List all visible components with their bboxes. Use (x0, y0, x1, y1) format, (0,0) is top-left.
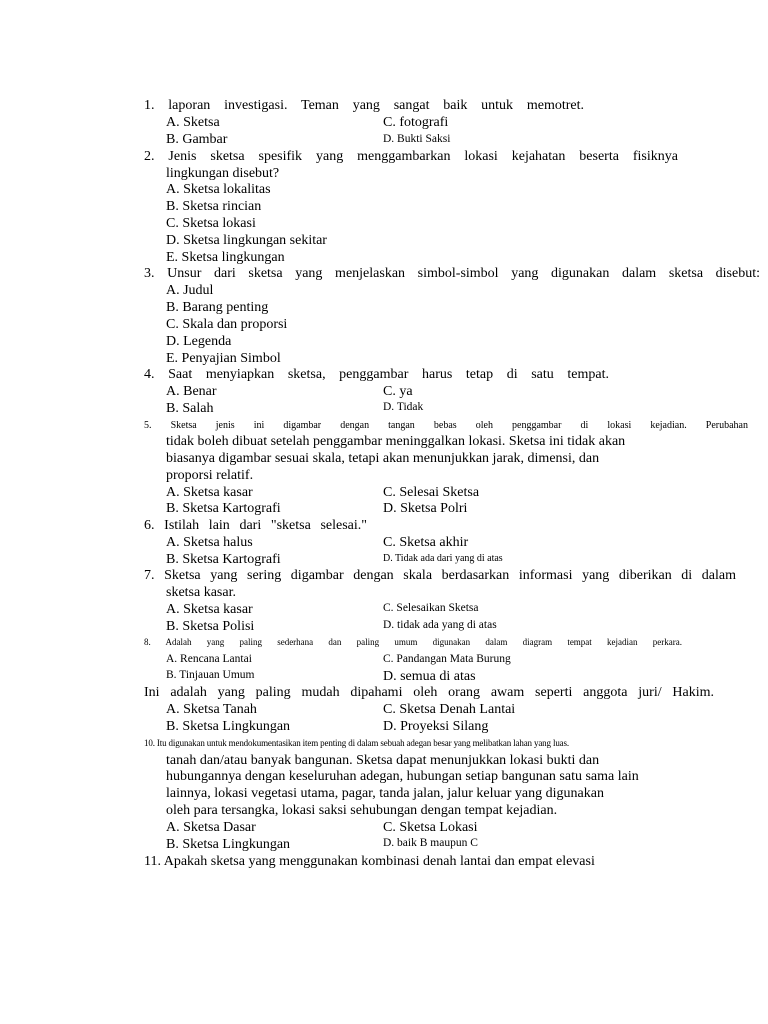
question-9-option-a: A. Sketsa Tanah (166, 702, 257, 717)
question-10-stem-line-5: oleh para tersangka, lokasi saksi sehubungan dengan tempat kejadian. (166, 803, 558, 818)
question-1-option-d: D. Bukti Saksi (383, 133, 451, 145)
question-5-stem-line-2: tidak boleh dibuat setelah penggambar meninggalkan lokasi. Sketsa ini tidak akan (166, 434, 626, 449)
question-10-stem-line-4: lainnya, lokasi vegetasi utama, pagar, tanda jalan, jalur keluar yang digunakan (166, 786, 604, 801)
question-2-stem-line-1: 2. Jenis sketsa spesifik yang menggambarkan lokasi kejahatan beserta fisiknya (144, 149, 678, 164)
question-8-option-b: B. Tinjauan Umum (166, 669, 255, 681)
question-10-option-b: B. Sketsa Lingkungan (166, 837, 291, 852)
question-1-option-a: A. Sketsa (166, 115, 220, 130)
question-6-option-a: A. Sketsa halus (166, 535, 253, 550)
question-9-option-b: B. Sketsa Lingkungan (166, 719, 291, 734)
question-3-option-d: D. Legenda (166, 334, 232, 349)
question-8-option-d: D. semua di atas (383, 669, 476, 684)
question-10-option-a: A. Sketsa Dasar (166, 820, 256, 835)
question-3-option-b: B. Barang penting (166, 300, 269, 315)
question-7-option-d: D. tidak ada yang di atas (383, 619, 497, 631)
question-10-option-c: C. Sketsa Lokasi (383, 820, 478, 835)
question-9-stem: Ini adalah yang paling mudah dipahami oleh orang awam seperti anggota juri/ Hakim. (144, 685, 714, 700)
question-4-option-a: A. Benar (166, 384, 217, 399)
question-2-stem-line-2: lingkungan disebut? (166, 166, 280, 181)
question-7-option-b: B. Sketsa Polisi (166, 619, 255, 634)
question-2-option-b: B. Sketsa rincian (166, 199, 262, 214)
question-9-option-d: D. Proyeksi Silang (383, 719, 489, 734)
question-6-stem: 6. Istilah lain dari "sketsa selesai." (144, 518, 367, 533)
question-10-stem-line-1: 10. Itu digunakan untuk mendokumentasikan item penting di dalam sebuah adegan besar yang melibatkan lahan yang luas. (144, 738, 569, 748)
question-1-option-c: C. fotografi (383, 115, 449, 130)
question-10-option-d: D. baik B maupun C (383, 837, 478, 849)
question-5-stem-line-4: proporsi relatif. (166, 468, 254, 483)
question-2-option-e: E. Sketsa lingkungan (166, 250, 285, 265)
question-5-option-b: B. Sketsa Kartografi (166, 501, 281, 516)
question-3-stem: 3. Unsur dari sketsa yang menjelaskan simbol-simbol yang digunakan dalam sketsa disebut: (144, 266, 760, 281)
question-4-option-b: B. Salah (166, 401, 214, 416)
question-9-option-c: C. Sketsa Denah Lantai (383, 702, 516, 717)
question-2-option-a: A. Sketsa lokalitas (166, 182, 271, 197)
question-8-option-a: A. Rencana Lantai (166, 653, 252, 665)
question-11-stem: 11. Apakah sketsa yang menggunakan kombinasi denah lantai dan empat elevasi (144, 854, 595, 869)
question-5-option-c: C. Selesai Sketsa (383, 485, 480, 500)
question-7-option-a: A. Sketsa kasar (166, 602, 253, 617)
question-5-stem-line-1: 5. Sketsa jenis ini digambar dengan tangan bebas oleh penggambar di lokasi kejadian. Perubahan (144, 420, 748, 431)
question-6-option-d: D. Tidak ada dari yang di atas (383, 553, 503, 564)
question-6-option-c: C. Sketsa akhir (383, 535, 469, 550)
question-10-stem-line-2: tanah dan/atau banyak bangunan. Sketsa dapat menunjukkan lokasi bukti dan (166, 753, 600, 768)
question-7-option-c: C. Selesaikan Sketsa (383, 602, 479, 614)
question-1-option-b: B. Gambar (166, 132, 228, 147)
question-3-option-e: E. Penyajian Simbol (166, 351, 281, 366)
question-4-stem: 4. Saat menyiapkan sketsa, penggambar harus tetap di satu tempat. (144, 367, 609, 382)
question-10-stem-line-3: hubungannya dengan keseluruhan adegan, hubungan setiap bangunan satu sama lain (166, 769, 639, 784)
question-8-option-c: C. Pandangan Mata Burung (383, 653, 511, 665)
question-8-stem: 8. Adalah yang paling sederhana dan paling umum digunakan dalam diagram tempat kejadian perkara. (144, 637, 682, 647)
question-2-option-c: C. Sketsa lokasi (166, 216, 256, 231)
question-4-option-d: D. Tidak (383, 401, 424, 413)
question-3-option-c: C. Skala dan proporsi (166, 317, 288, 332)
question-7-stem-line-2: sketsa kasar. (166, 585, 236, 600)
question-7-stem-line-1: 7. Sketsa yang sering digambar dengan skala berdasarkan informasi yang diberikan di dalam (144, 568, 736, 583)
question-5-option-d: D. Sketsa Polri (383, 501, 468, 516)
question-1-stem: 1. laporan investigasi. Teman yang sangat baik untuk memotret. (144, 98, 584, 113)
question-2-option-d: D. Sketsa lingkungan sekitar (166, 233, 327, 248)
question-4-option-c: C. ya (383, 384, 413, 399)
question-6-option-b: B. Sketsa Kartografi (166, 552, 281, 567)
question-5-stem-line-3: biasanya digambar sesuai skala, tetapi akan menunjukkan jarak, dimensi, dan (166, 451, 600, 466)
question-5-option-a: A. Sketsa kasar (166, 485, 253, 500)
question-3-option-a: A. Judul (166, 283, 214, 298)
